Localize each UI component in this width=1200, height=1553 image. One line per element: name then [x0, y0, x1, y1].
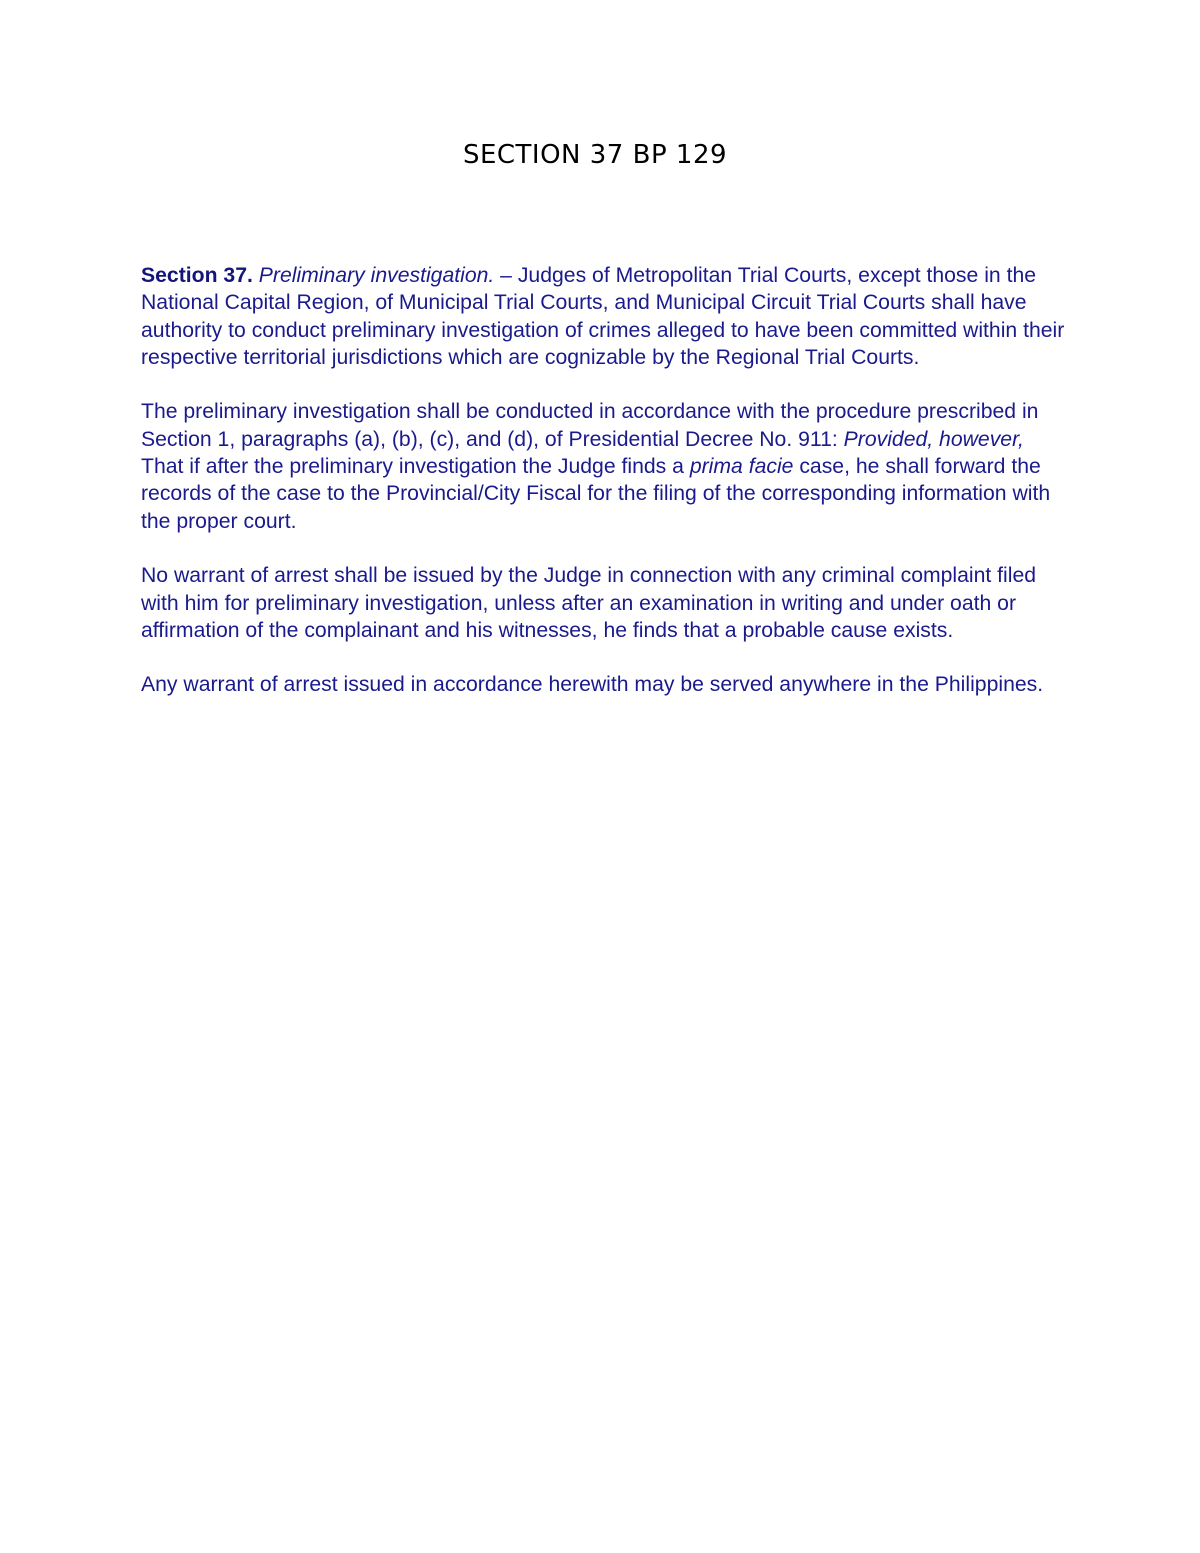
paragraph-2-text-middle: That if after the preliminary investigation the Judge finds a	[141, 455, 690, 479]
paragraph-2-text-before: The preliminary investigation shall be conducted in accordance with the procedure prescribed in Section 1, paragraphs (a), (b), (c), and (d), of Presidential Decree No. 911:	[141, 400, 1039, 451]
section-heading: Preliminary investigation.	[258, 264, 495, 287]
paragraph-1	[141, 262, 1066, 371]
paragraph-2-text-after: case, he shall forward the records of the case to the Provincial/City Fiscal for the filing of the corresponding information with the proper court.	[141, 455, 1051, 533]
prima-facie-term: prima facie	[689, 455, 794, 479]
proviso-phrase: Provided, however,	[843, 427, 1024, 451]
paragraph-2	[141, 398, 1066, 534]
paragraph-3: No warrant of arrest shall be issued by the Judge in connection with any criminal complaint filed with him for preliminary investigation, unless after an examination in writing and under oath or affirmation of the complainant and his witnesses, he finds that a probable cause exists.	[141, 564, 1037, 642]
document-title: SECTION 37 BP 129	[462, 140, 728, 170]
document-body	[141, 262, 1066, 726]
paragraph-1-text: – Judges of Metropolitan Trial Courts, except those in the National Capital Region, of Municipal Trial Courts, and Municipal Circuit Trial Courts shall have authority to conduct preliminary investigation of crimes alleged to have been committed within their respective territorial jurisdictions which are cognizable by the Regional Trial Courts.	[141, 264, 1065, 369]
section-label: Section 37.	[141, 264, 253, 287]
paragraph-4: Any warrant of arrest issued in accordance herewith may be served anywhere in the Philippines.	[141, 673, 1044, 697]
